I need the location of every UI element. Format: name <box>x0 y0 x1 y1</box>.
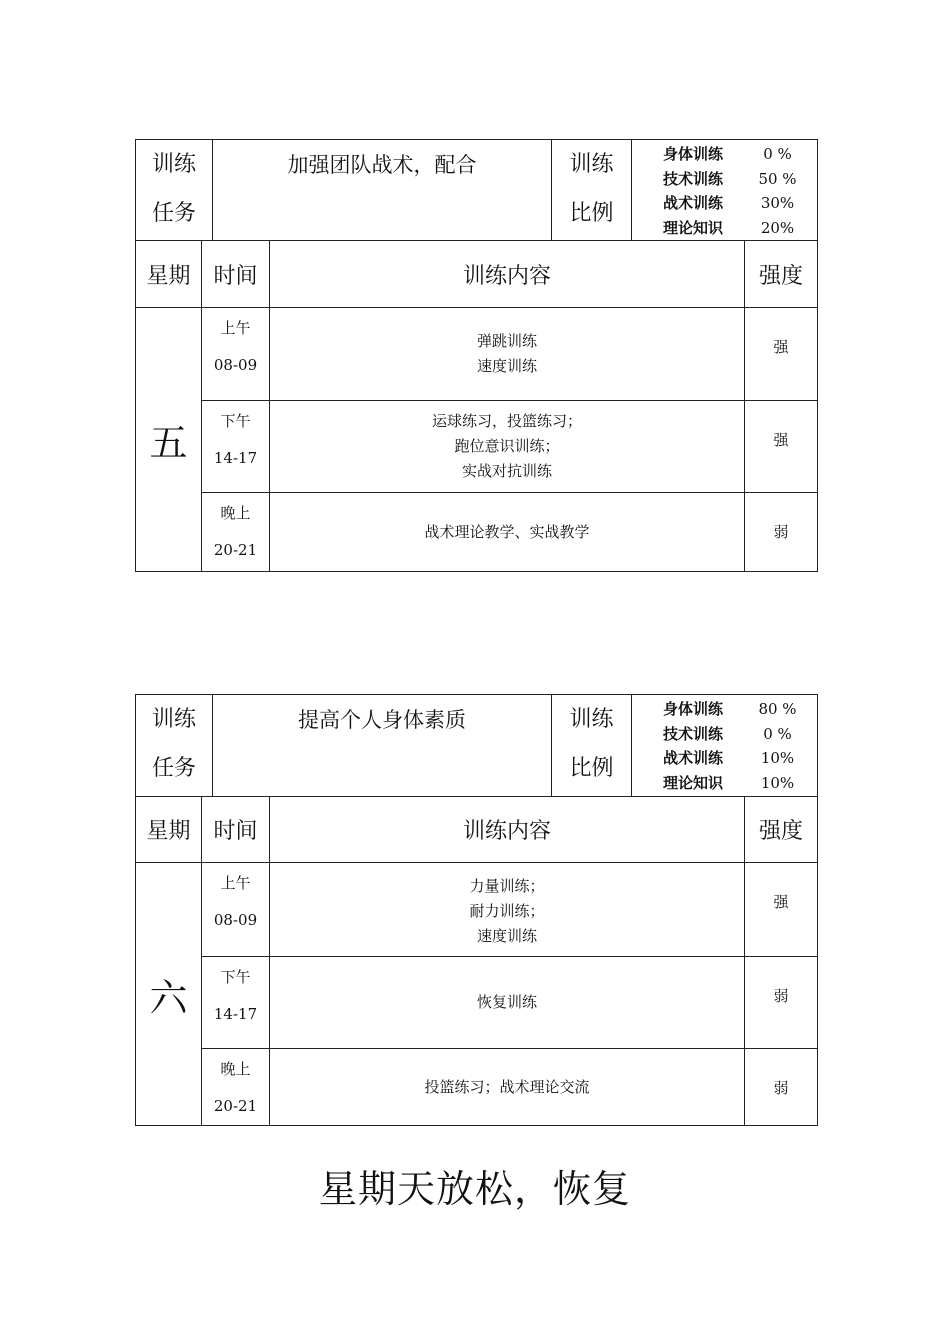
ratio-row: 理论知识 20% <box>662 218 795 237</box>
day-cell: 六 <box>136 863 202 1126</box>
training-table-friday <box>135 139 818 241</box>
header-intensity: 强度 <box>745 797 818 863</box>
header-time: 时间 <box>202 797 270 863</box>
intensity-cell: 弱 <box>745 957 818 1049</box>
ratio-row: 技术训练 0 % <box>662 724 792 743</box>
header-content: 训练内容 <box>270 797 745 863</box>
time-cell: 下午 14-17 <box>202 957 270 1049</box>
content-cell: 力量训练； 耐力训练； 速度训练 <box>270 863 745 957</box>
day-cell: 五 <box>136 308 202 572</box>
header-day: 星期 <box>136 241 202 308</box>
task-value: 提高个人身体素质 <box>213 695 552 797</box>
training-table-saturday <box>135 694 818 797</box>
header-intensity: 强度 <box>745 241 818 308</box>
ratio-row: 技术训练 50 % <box>662 169 797 188</box>
time-cell: 上午 08-09 <box>202 863 270 957</box>
ratio-label: 训练 比例 <box>552 695 632 797</box>
header-time: 时间 <box>202 241 270 308</box>
ratio-row: 身体训练 0 % <box>662 145 792 163</box>
time-cell: 下午 14-17 <box>202 401 270 493</box>
content-cell: 战术理论教学、实战教学 <box>270 493 745 572</box>
schedule-table-friday <box>135 240 818 572</box>
ratio-row: 战术训练 10% <box>662 749 795 767</box>
time-cell: 晚上 20-21 <box>202 493 270 572</box>
intensity-cell: 强 <box>745 308 818 401</box>
header-content: 训练内容 <box>270 241 745 308</box>
ratio-row: 身体训练 80 % <box>662 700 797 718</box>
ratio-list <box>632 140 818 241</box>
time-cell: 上午 08-09 <box>202 308 270 401</box>
ratio-row: 战术训练 30% <box>662 194 795 212</box>
intensity-cell: 强 <box>745 401 818 493</box>
time-cell: 晚上 20-21 <box>202 1049 270 1126</box>
content-cell: 弹跳训练 速度训练 <box>270 308 745 401</box>
content-cell: 投篮练习；战术理论交流 <box>270 1049 745 1126</box>
intensity-cell: 弱 <box>745 1049 818 1126</box>
sunday-rest-note: 星期天放松，恢复 <box>318 1167 631 1211</box>
ratio-label: 训练 比例 <box>552 140 632 241</box>
intensity-cell: 弱 <box>745 493 818 572</box>
task-label: 训练 任务 <box>136 140 213 241</box>
content-cell: 恢复训练 <box>270 957 745 1049</box>
content-cell: 运球练习，投篮练习； 跑位意识训练； 实战对抗训练 <box>270 401 745 493</box>
ratio-list <box>632 695 818 797</box>
task-value: 加强团队战术，配合 <box>213 140 552 241</box>
ratio-row: 理论知识 10% <box>662 773 795 792</box>
intensity-cell: 强 <box>745 863 818 957</box>
schedule-table-saturday <box>135 796 818 1126</box>
task-label: 训练 任务 <box>136 695 213 797</box>
header-day: 星期 <box>136 797 202 863</box>
